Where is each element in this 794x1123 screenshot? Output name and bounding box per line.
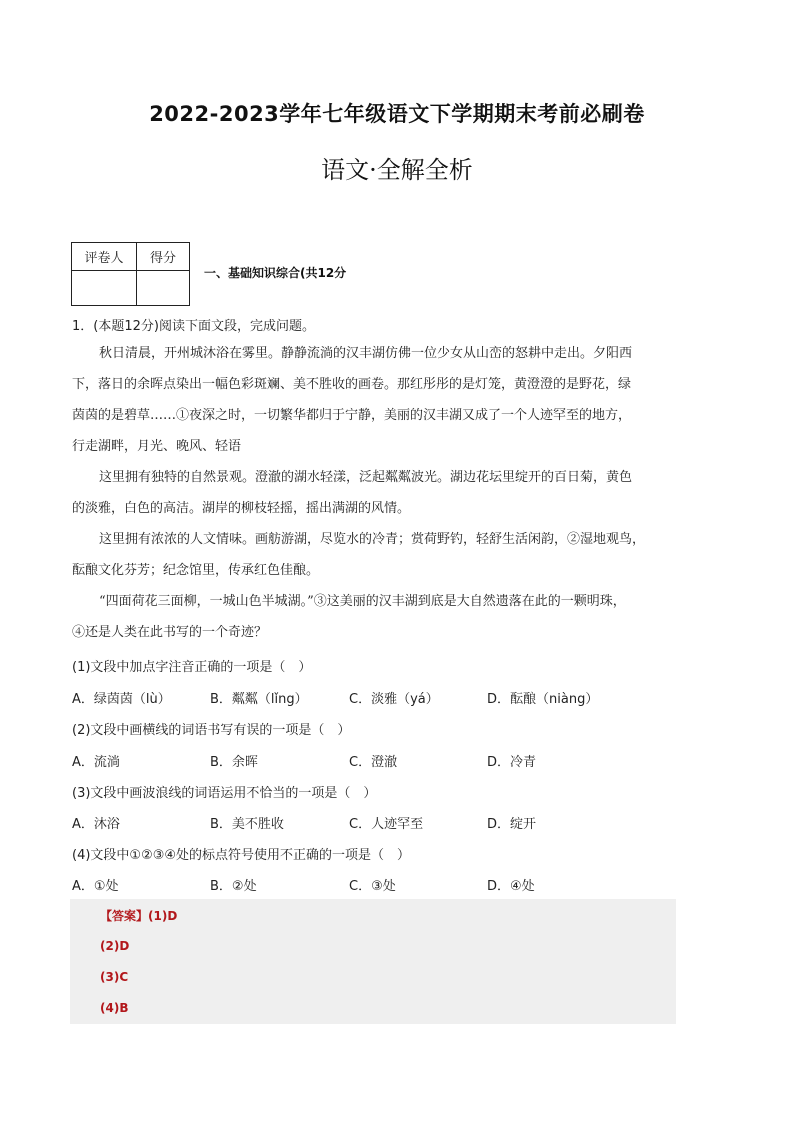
answer-4: (4)B [100,1001,129,1015]
grader-cell [72,271,137,306]
document-subtitle: 语文·全解全析 [321,156,473,184]
sub3-option-d: D．绽开 [487,817,537,832]
sub2-option-c: C．澄澈 [349,755,398,770]
passage-line: 酝酿文化芬芳；纪念馆里，传承红色佳酿。 [72,563,320,578]
sub2-option-b: B．余晖 [210,755,258,770]
passage-line: 秋日清晨，开州城沐浴在雾里。静静流淌的汉丰湖仿佛一位少女从山峦的怒耕中走出。夕阳西 [99,346,633,361]
passage-line: 行走湖畔，月光、晚风、轻语 [72,439,242,454]
score-cell [137,271,190,306]
question-intro: 1．(本题12分)阅读下面文段，完成问题。 [72,319,315,334]
score-table [71,242,190,306]
passage-line: 这里拥有独特的自然景观。澄澈的湖水轻漾，泛起粼粼波光。湖边花坛里绽开的百日菊，黄色 [99,470,633,485]
sub2-option-d: D．冷青 [487,755,537,770]
answer-2: (2)D [100,939,130,953]
score-header: 得分 [137,243,190,271]
passage-line: “四面荷花三面柳，一城山色半城湖。”③这美丽的汉丰湖到底是大自然遗落在此的一颗明珠， [99,594,626,609]
subquestion-2-stem: (2)文段中画横线的词语书写有误的一项是（ ） [72,723,351,738]
passage-line: 下，落日的余晖点染出一幅色彩斑斓、美不胜收的画卷。那红彤彤的是灯笼，黄澄澄的是野花，绿 [72,377,632,392]
subquestion-3-stem: (3)文段中画波浪线的词语运用不恰当的一项是（ ） [72,786,377,801]
sub1-option-a: A．绿茵茵（lù） [72,692,171,707]
passage-line: 的淡雅，白色的高洁。湖岸的柳枝轻摇，摇出满湖的风情。 [72,501,411,516]
sub2-option-a: A．流淌 [72,755,120,770]
sub4-option-d: D．④处 [487,879,535,894]
sub1-option-d: D．酝酿（niàng） [487,692,599,707]
passage-line: 茵茵的是碧草……①夜深之时，一切繁华都归于宁静，美丽的汉丰湖又成了一个人迹罕至的地方， [72,408,632,423]
sub3-option-b: B．美不胜收 [210,817,284,832]
subquestion-4-stem: (4)文段中①②③④处的标点符号使用不正确的一项是（ ） [72,848,411,863]
sub4-option-c: C．③处 [349,879,396,894]
passage-line: 这里拥有浓浓的人文情味。画舫游湖，尽览水的冷青；赏荷野钓，轻舒生活闲韵，②湿地观鸟， [99,532,646,547]
subquestion-1-stem: (1)文段中加点字注音正确的一项是（ ） [72,660,312,675]
sub3-option-a: A．沐浴 [72,817,120,832]
sub4-option-a: A．①处 [72,879,119,894]
reading-passage [72,338,676,648]
sub4-option-b: B．②处 [210,879,257,894]
answer-1: 【答案】(1)D [100,909,178,923]
passage-line: ④还是人类在此书写的一个奇迹？ [72,625,268,640]
sub3-option-c: C．人迹罕至 [349,817,424,832]
grader-header: 评卷人 [72,243,137,271]
answer-panel [70,899,676,1024]
document-title: 2022-2023学年七年级语文下学期期末考前必刷卷 [149,102,645,126]
answer-3: (3)C [100,970,129,984]
sub1-option-b: B．粼粼（lǐng） [210,692,308,707]
section-heading: 一、基础知识综合(共12分 [204,266,347,280]
sub1-option-c: C．淡雅（yá） [349,692,439,707]
